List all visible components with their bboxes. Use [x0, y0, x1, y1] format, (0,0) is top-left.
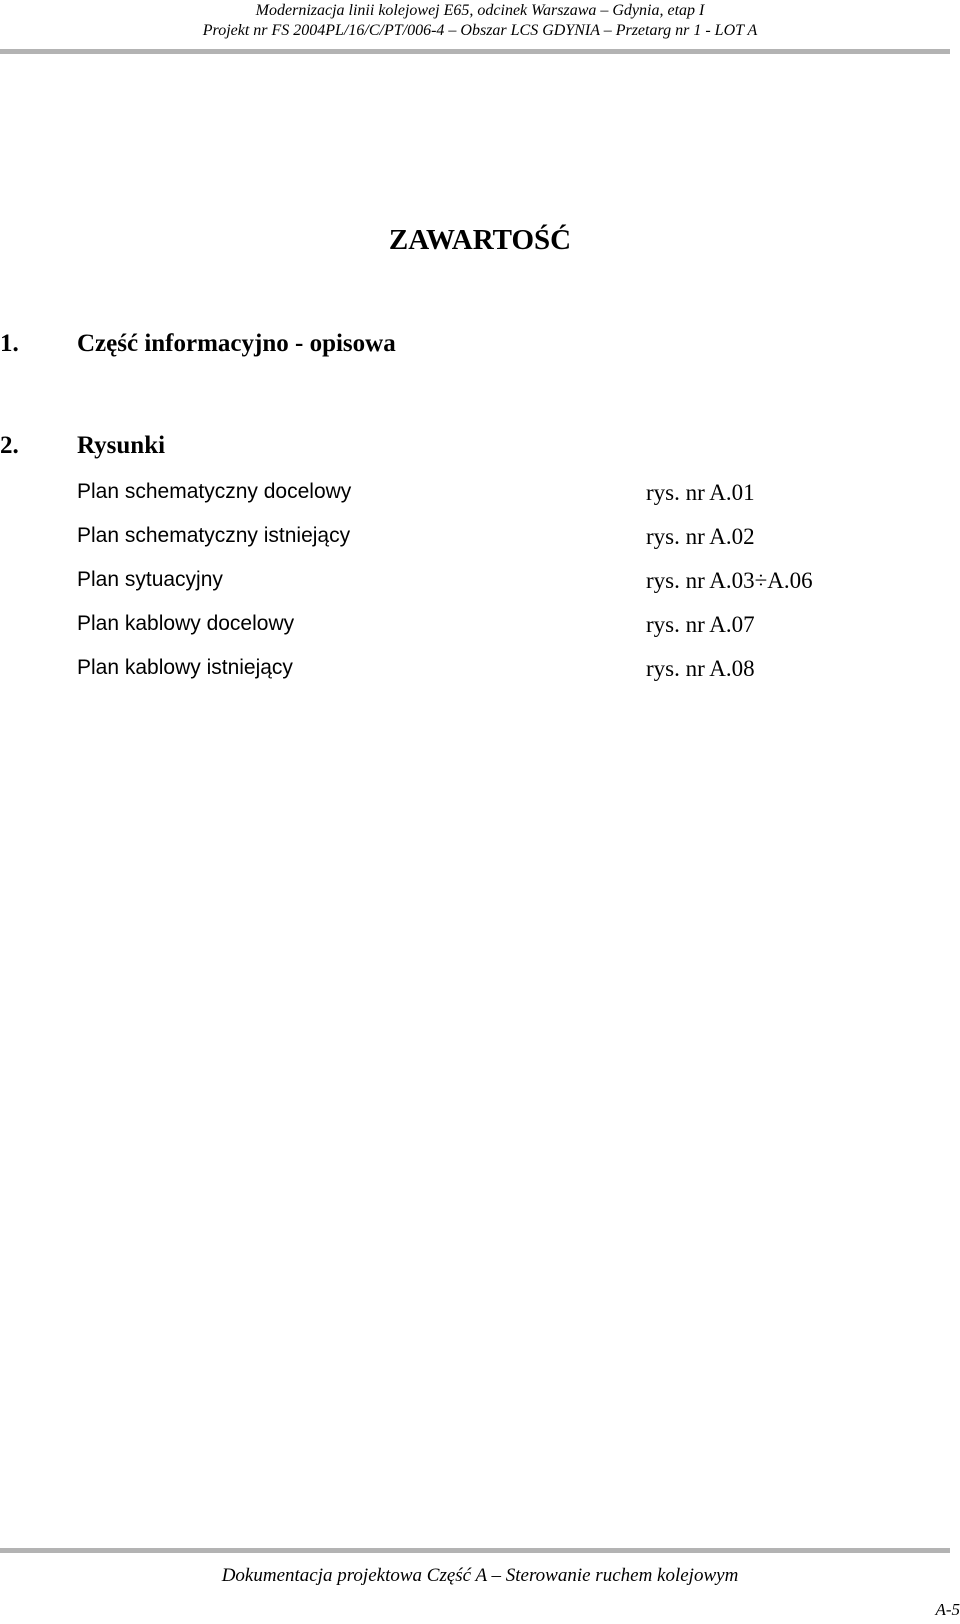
page-header: [0, 0, 960, 41]
section-label: Rysunki: [77, 432, 166, 459]
list-item: [0, 612, 960, 656]
drawing-reference: rys. nr A.08: [646, 656, 755, 681]
drawing-reference: rys. nr A.07: [646, 612, 755, 637]
drawing-name: Plan sytuacyjny: [77, 568, 223, 591]
section-number: 2.: [0, 432, 19, 459]
drawing-name: Plan schematyczny docelowy: [77, 480, 352, 503]
page-footer: Dokumentacja projektowa Część A – Sterowanie ruchem kolejowym: [221, 1565, 739, 1586]
list-item: [0, 656, 960, 700]
list-item: [0, 480, 960, 524]
drawing-name: Plan kablowy docelowy: [77, 612, 295, 635]
drawing-reference: rys. nr A.03÷A.06: [646, 568, 813, 593]
header-project-title: Modernizacja linii kolejowej E65, odcinek Warszawa – Gdynia, etap I: [255, 2, 705, 19]
drawing-list: [0, 480, 960, 700]
document-title: ZAWARTOŚĆ: [388, 224, 572, 256]
section-label: Część informacyjno - opisowa: [77, 330, 396, 357]
header-divider: [0, 49, 950, 54]
drawing-name: Plan kablowy istniejący: [77, 656, 293, 679]
section-number: 1.: [0, 330, 19, 357]
header-project-number: Projekt nr FS 2004PL/16/C/PT/006-4 – Obszar LCS GDYNIA – Przetarg nr 1 - LOT A: [202, 22, 758, 39]
footer-divider: [0, 1548, 950, 1553]
drawing-reference: rys. nr A.01: [646, 480, 755, 505]
drawing-name: Plan schematyczny istniejący: [77, 524, 351, 547]
list-item: [0, 568, 960, 612]
list-item: [0, 524, 960, 568]
page-number: A-5: [935, 1600, 960, 1619]
drawing-reference: rys. nr A.02: [646, 524, 755, 549]
